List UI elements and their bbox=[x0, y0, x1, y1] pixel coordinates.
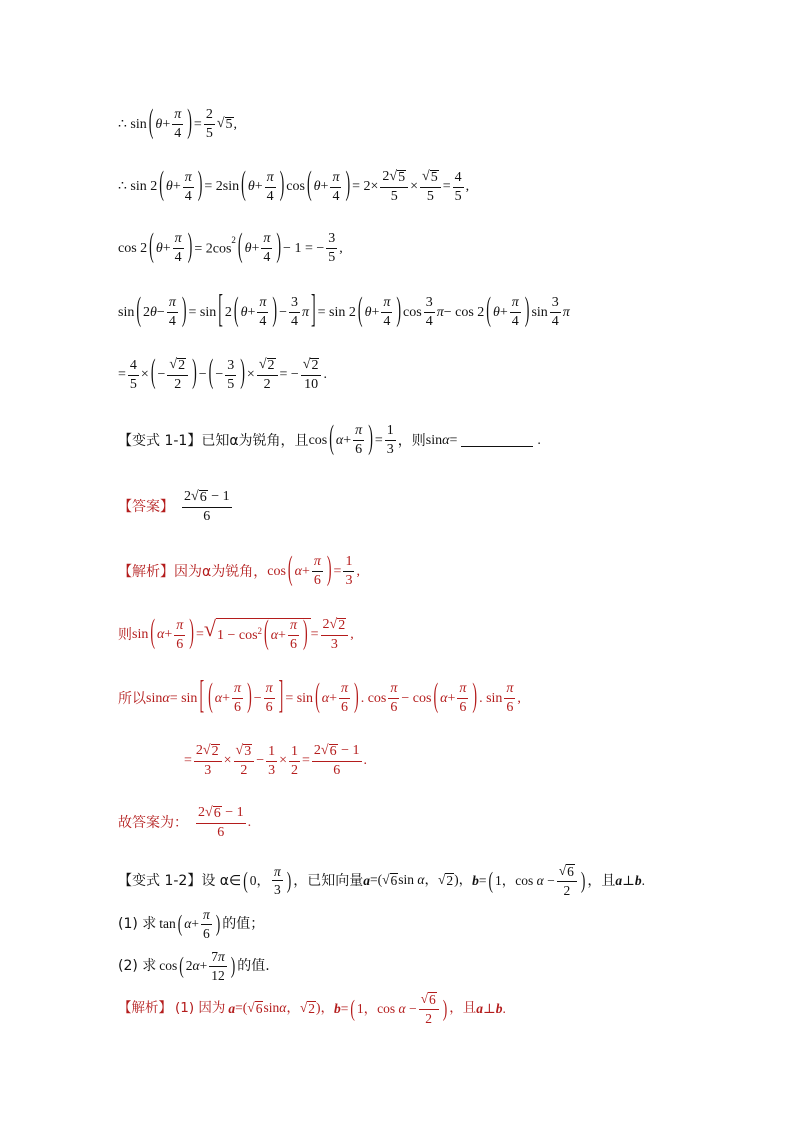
hence-answer-line: 故答案为： 2 √ 6 − 1 6 . bbox=[118, 805, 252, 840]
variant-1-1-then: ，则 bbox=[397, 432, 426, 449]
variant-1-2-set: 设 α∈ bbox=[201, 872, 242, 889]
analysis-because: 因为α为锐角， bbox=[174, 563, 268, 580]
question-1-prefix: (1) 求 bbox=[118, 916, 157, 932]
answer-blank bbox=[461, 434, 533, 447]
analysis-1-2-and: ，且 bbox=[449, 999, 477, 1016]
answer-line: 【答案】 2 √ 6 − 1 6 bbox=[118, 489, 230, 524]
analysis-so: 所以 bbox=[118, 690, 146, 707]
analysis-then: 则 bbox=[118, 627, 132, 643]
derivation-line-3: cos 2 ( θ + $\frac{\pi}{4}$ ) = $2\cos^2$ ( θ + $\frac{\pi}{4}$ ) − 1 = − $\frac{3}{5}$ , bbox=[118, 229, 343, 266]
question-2-suffix: 的值. bbox=[237, 958, 270, 974]
variant-1-2-given: ，已知向量 bbox=[293, 872, 364, 889]
hence-answer-text: 故答案为： bbox=[118, 815, 188, 831]
variant-1-2-and: ，且 bbox=[587, 872, 616, 889]
analysis-1-2-prefix: (1) 因为 bbox=[175, 999, 226, 1016]
variant-1-2-question: 【变式 1-2】 设 α∈ ( 0， $\frac{\pi}{3}$ ) ，已知向量 a =( √ 6 sin α， √ 2 )， b = ( 1，cos α − √ 6 2 ) ，且 a ⊥ b . bbox=[118, 863, 645, 898]
variant-1-2-label: 【变式 1-2】 bbox=[118, 872, 202, 889]
question-2: (2) 求 cos ( 2 α + $\frac{7\pi}{12}$ ) 的值. bbox=[118, 949, 270, 983]
question-1-suffix: 的值； bbox=[222, 916, 265, 932]
derivation-line-1: ∴ sin ( θ + $\frac{\pi}{4}$ ) = $\frac{2}{5}$ √ 5 , bbox=[118, 105, 237, 142]
variant-1-1-text: 已知α为锐角，且 bbox=[201, 432, 309, 449]
analysis-line-1: 【解析】 因为α为锐角， cos ( α + $\frac{\pi}{6}$ ) = $\frac{1}{3}$ , bbox=[118, 552, 360, 589]
analysis-1-2-line: 【解析】 (1) 因为 a =( √ 6 sinα， √ 2 )， b = ( 1，cos α − √ 6 2 ) ，且 a ⊥ b . bbox=[118, 991, 506, 1026]
question-1: (1) 求 tan ( α + $\frac{\pi}{6}$ ) 的值； bbox=[118, 907, 265, 941]
derivation-line-4: sin ( 2 θ − $\frac{\pi}{4}$ ) = sin [ 2 ( θ + $\frac{\pi}{4}$ ) − $\frac{3}{4}$ π ] = sin 2 ( θ + $\frac{\pi}{4}$ ) cos $\frac{3}{4}$ π − cos 2 ( θ + $\frac{\pi}{4}$ ) sin $\frac{3}{4}$ π bbox=[118, 290, 570, 333]
analysis-label: 【解析】 bbox=[118, 563, 174, 580]
analysis-line-2: 则 sin ( α + $\frac{\pi}{6}$ ) = √ 1 − cos 2 ( α + $\frac{\pi}{6}$ ) = 2 √ 2 3 , bbox=[118, 615, 354, 653]
analysis-line-3: 所以 sin α = sin [ ( α + $\frac{\pi}{6}$ ) − $\frac{\pi}{6}$ ] = sin ( α + $\frac{\pi}{6}$ ) . cos $\frac{\pi}{6}$ − cos ( α + $\frac{\pi}{6}$ ) . sin $\frac{\pi}{6}$ , bbox=[118, 676, 521, 719]
derivation-line-5: = $\frac{4}{5}$ × ( − √ 2 2 ) − ( − $\frac{3}{5}$ ) × √ 2 2 = − √ 2 10 . bbox=[118, 355, 327, 392]
derivation-line-2: ∴ sin 2 ( θ + $\frac{\pi}{4}$ ) = 2sin ( θ + $\frac{\pi}{4}$ ) cos ( θ + $\frac{\pi}{4}$ ) = 2× 2 √ 5 5 × √ 5 5 = $\frac{4}{5}$ , bbox=[118, 167, 470, 204]
question-2-prefix: (2) 求 bbox=[118, 958, 157, 974]
variant-1-1-label: 【变式 1-1】 bbox=[118, 432, 202, 449]
answer-label: 【答案】 bbox=[118, 499, 174, 515]
analysis-line-4: = 2 √ 2 3 × √ 3 2 − $\frac{1}{3}$ × $\frac{1}{2}$ = 2 √ 6 − 1 6 . bbox=[184, 743, 367, 778]
variant-1-1-question: 【变式 1-1】 已知α为锐角，且 cos ( α + $\frac{\pi}{6}$ ) = $\frac{1}{3}$ ，则 sin α = . bbox=[118, 421, 541, 458]
analysis-1-2-label: 【解析】 bbox=[118, 999, 172, 1016]
